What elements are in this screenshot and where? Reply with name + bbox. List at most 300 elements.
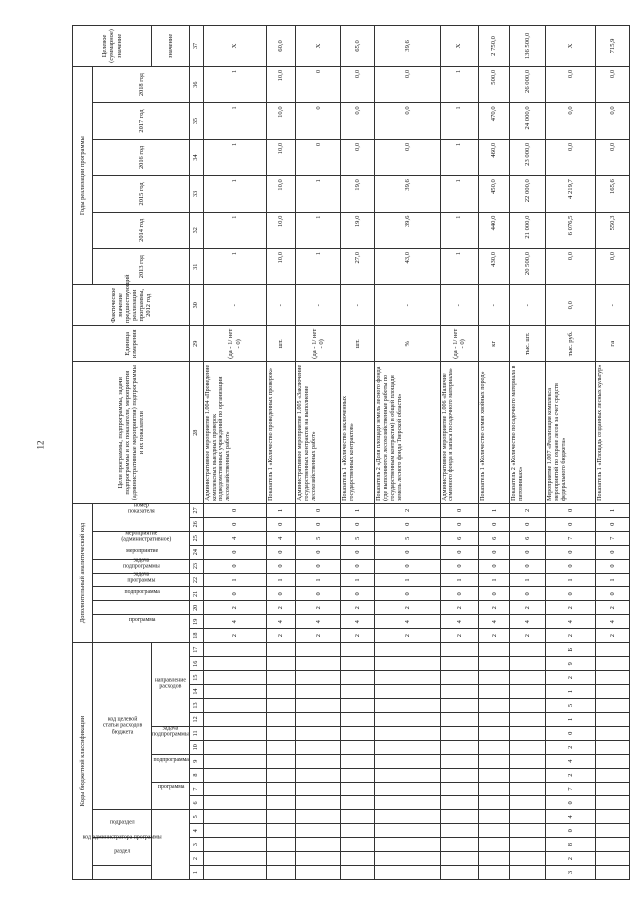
column-number: 2: [190, 852, 204, 866]
budget-code-digit: Б: [546, 643, 596, 657]
budget-code-digit: [596, 768, 630, 782]
row-year-value: 470,0: [478, 103, 510, 139]
row-unit: (да - 1/ нет - 0): [203, 326, 266, 362]
analytic-code-digit: 0: [596, 545, 630, 559]
budget-code-digit: [440, 657, 478, 671]
budget-code-digit: [510, 824, 546, 838]
header-label: направление расходов: [155, 678, 187, 691]
analytic-code-digit: 0: [440, 587, 478, 601]
budget-code-digit: [510, 657, 546, 671]
budget-code-digit: [203, 768, 266, 782]
analytic-code-digit: 1: [478, 503, 510, 517]
budget-code-digit: [296, 740, 341, 754]
row-fact-2012: -: [596, 285, 630, 326]
budget-code-digit: [478, 699, 510, 713]
row-year-value: 19,0: [341, 176, 375, 212]
header-label: мероприятие: [125, 547, 158, 554]
budget-code-digit: [510, 699, 546, 713]
row-year-value: 22 000,0: [510, 176, 546, 212]
budget-code-digit: [341, 866, 375, 880]
analytic-code-digit: 1: [440, 573, 478, 587]
row-year-value: 1: [203, 176, 266, 212]
budget-code-digit: [266, 810, 295, 824]
budget-code-digit: [296, 754, 341, 768]
analytic-code-digit: 0: [510, 545, 546, 559]
column-number: 22: [190, 573, 204, 587]
row-year-value: 21 000,0: [510, 212, 546, 248]
analytic-code-digit: 2: [266, 629, 295, 643]
row-year-value: 10,0: [266, 103, 295, 139]
row-fact-2012: -: [510, 285, 546, 326]
row-description: Показатель 1 «Количество семян хвойных пород»: [478, 362, 510, 503]
analytic-code-digit: 2: [440, 601, 478, 615]
header-label: подпрограмма: [124, 589, 160, 596]
table-row: [203, 26, 266, 880]
analytic-code-digit: 0: [596, 559, 630, 573]
budget-code-digit: [375, 866, 440, 880]
analytic-code-digit: 0: [546, 503, 596, 517]
analytic-code-digit: 0: [203, 517, 266, 531]
fact-column-header: Фактическое значение предшествующий реализации программы, 2012 год: [73, 285, 190, 326]
budget-code-digit: [440, 726, 478, 740]
header-label: подраздел: [110, 819, 136, 826]
row-target-value: X: [203, 26, 266, 67]
row-year-value: 0,0: [546, 248, 596, 284]
budget-code-digit: [596, 643, 630, 657]
analytic-code-digit: 2: [203, 601, 266, 615]
analytic-code-digit: 2: [510, 503, 546, 517]
budget-code-digit: [440, 712, 478, 726]
analytic-code-digit: 0: [510, 559, 546, 573]
budget-code-digit: [375, 852, 440, 866]
row-year-value: 440,0: [478, 212, 510, 248]
budget-code-digit: 2: [546, 671, 596, 685]
analytic-code-digit: 0: [546, 545, 596, 559]
analytic-code-digit: 4: [203, 615, 266, 629]
row-year-value: 1: [440, 103, 478, 139]
row-fact-2012: -: [266, 285, 295, 326]
column-number: 33: [190, 176, 204, 212]
row-target-value: X: [546, 26, 596, 67]
budget-code-digit: [341, 852, 375, 866]
budget-code-digit: [510, 866, 546, 880]
analytic-code-digit: 0: [296, 587, 341, 601]
budget-code-digit: 4: [546, 754, 596, 768]
budget-code-digit: [440, 699, 478, 713]
budget-code-digit: [203, 852, 266, 866]
budget-code-digit: [296, 726, 341, 740]
row-unit: (да - 1/ нет - 0): [296, 326, 341, 362]
row-year-value: 26 000,0: [510, 66, 546, 102]
analytic-code-digit: 0: [546, 517, 596, 531]
analytic-code-digit: 0: [596, 587, 630, 601]
column-number: 24: [190, 545, 204, 559]
header-row: [73, 26, 93, 880]
budget-code-digit: [375, 796, 440, 810]
page-number: 12: [35, 440, 46, 450]
analytic-code-digit: 2: [546, 629, 596, 643]
column-number: 12: [190, 712, 204, 726]
budget-code-digit: [478, 838, 510, 852]
budget-code-digit: [375, 824, 440, 838]
budget-code-digit: [266, 740, 295, 754]
budget-code-digit: [375, 768, 440, 782]
row-year-value: 23 000,0: [510, 139, 546, 175]
analytic-code-digit: 2: [596, 629, 630, 643]
budget-code-digit: [375, 712, 440, 726]
budget-code-digit: [440, 824, 478, 838]
row-unit: тыс. шт.: [510, 326, 546, 362]
budget-subheader-expense_direction: [151, 643, 189, 727]
analytic-code-digit: 1: [596, 573, 630, 587]
row-description: Мероприятие 1.007 «Реализация комплекса мероприятий по охране лесов за счет средств федерального бюджета»: [546, 362, 596, 503]
table-row: [296, 26, 341, 880]
budget-code-digit: [296, 712, 341, 726]
budget-code-digit: [596, 838, 630, 852]
row-year-value: 0,0: [375, 103, 440, 139]
row-year-value: 24 000,0: [510, 103, 546, 139]
budget-code-digit: [510, 852, 546, 866]
analytic-code-digit: 0: [296, 517, 341, 531]
budget-code-digit: [440, 643, 478, 657]
row-target-value: 136 500,0: [510, 26, 546, 67]
budget-code-digit: 2: [546, 768, 596, 782]
budget-code-digit: [440, 782, 478, 796]
budget-code-digit: [266, 699, 295, 713]
budget-code-digit: [203, 671, 266, 685]
budget-code-digit: [478, 754, 510, 768]
budget-code-digit: [203, 685, 266, 699]
analytic-code-digit: 2: [203, 629, 266, 643]
budget-code-digit: [266, 643, 295, 657]
budget-code-digit: [440, 685, 478, 699]
analytic-code-digit: 0: [296, 545, 341, 559]
analytic-code-digit: 1: [375, 573, 440, 587]
row-year-value: 10,0: [266, 248, 295, 284]
unit-column-header: Единица измерения: [73, 326, 190, 362]
budget-code-digit: [510, 671, 546, 685]
row-description: Показатель 1 «Площадь созданных лесных культур»: [596, 362, 630, 503]
analytic-header-an_administrative: [93, 531, 190, 559]
budget-code-digit: 0: [546, 726, 596, 740]
budget-code-digit: [375, 838, 440, 852]
table-row: [266, 26, 295, 880]
budget-code-digit: [596, 754, 630, 768]
row-year-value: 10,0: [266, 212, 295, 248]
budget-code-digit: [266, 685, 295, 699]
budget-code-digit: [510, 643, 546, 657]
budget-code-digit: [341, 685, 375, 699]
row-year-value: 0,0: [375, 66, 440, 102]
table-row: [546, 26, 596, 880]
column-number: 17: [190, 643, 204, 657]
row-target-value: 65,0: [341, 26, 375, 67]
analytic-code-digit: 4: [266, 531, 295, 545]
budget-code-digit: [510, 782, 546, 796]
analytic-code-digit: 4: [510, 615, 546, 629]
row-unit: шт.: [341, 326, 375, 362]
year-header: 2016 год: [93, 139, 190, 175]
row-year-value: 0,0: [375, 139, 440, 175]
budget-code-digit: 1: [546, 685, 596, 699]
budget-code-digit: [375, 699, 440, 713]
column-number: 34: [190, 139, 204, 175]
budget-code-digit: 9: [546, 657, 596, 671]
budget-code-digit: [440, 754, 478, 768]
row-year-value: 0,0: [596, 248, 630, 284]
budget-code-digit: [203, 838, 266, 852]
analytic-code-digit: 0: [296, 503, 341, 517]
analytic-code-digit: 0: [440, 559, 478, 573]
row-year-value: 1: [440, 176, 478, 212]
budget-code-digit: [440, 810, 478, 824]
budget-code-digit: [266, 754, 295, 768]
budget-code-digit: [203, 643, 266, 657]
budget-code-digit: [596, 726, 630, 740]
row-year-value: 1: [440, 212, 478, 248]
budget-code-digit: [203, 657, 266, 671]
column-number: 15: [190, 671, 204, 685]
budget-code-digit: [510, 768, 546, 782]
analytic-code-digit: 4: [596, 615, 630, 629]
budget-code-digit: 1: [546, 712, 596, 726]
budget-code-digit: [478, 671, 510, 685]
budget-code-digit: [203, 810, 266, 824]
row-year-value: 1: [203, 66, 266, 102]
row-year-value: 27,0: [341, 248, 375, 284]
budget-code-digit: [266, 712, 295, 726]
row-target-value: 60,0: [266, 26, 295, 67]
row-year-value: 1: [296, 248, 341, 284]
table-row: [510, 26, 546, 880]
header-label: задача подпрограммы: [152, 725, 189, 738]
row-fact-2012: -: [375, 285, 440, 326]
budget-code-digit: [341, 796, 375, 810]
budget-code-digit: [596, 824, 630, 838]
analytic-code-digit: 5: [296, 531, 341, 545]
budget-code-digit: 2: [546, 740, 596, 754]
budget-code-digit: [440, 740, 478, 754]
analytic-code-digit: 0: [478, 545, 510, 559]
budget-code-digit: [596, 796, 630, 810]
row-year-value: 0: [296, 103, 341, 139]
row-unit: %: [375, 326, 440, 362]
budget-code-digit: [596, 699, 630, 713]
budget-code-digit: [341, 712, 375, 726]
column-number-row: [190, 26, 204, 880]
analytic-code-digit: 0: [546, 559, 596, 573]
row-year-value: 430,0: [478, 248, 510, 284]
analytic-code-digit: 2: [375, 503, 440, 517]
budget-code-digit: [510, 685, 546, 699]
budget-code-digit: [510, 754, 546, 768]
analytic-code-digit: 0: [203, 559, 266, 573]
row-unit: тыс. руб.: [546, 326, 596, 362]
budget-code-digit: [478, 866, 510, 880]
budget-code-digit: [478, 712, 510, 726]
budget-code-digit: [296, 810, 341, 824]
row-year-value: 0,0: [596, 103, 630, 139]
analytic-code-digit: 7: [546, 531, 596, 545]
row-description: Показатель 2 «Доля площади земель лесного фонда (где выполняются лесохозяйственные работы по государственным контрактам) в общей площади земель лесного фонда Тверской области»: [375, 362, 440, 503]
budget-code-digit: [375, 810, 440, 824]
column-number: 19: [190, 615, 204, 629]
budget-code-digit: [266, 838, 295, 852]
budget-code-digit: 7: [546, 782, 596, 796]
header-label: подпрограмма: [153, 756, 189, 763]
row-year-value: 1: [440, 66, 478, 102]
budget-code-digit: [203, 796, 266, 810]
analytic-code-digit: 1: [478, 573, 510, 587]
budget-code-digit: [296, 782, 341, 796]
budget-code-digit: [478, 824, 510, 838]
budget-code-digit: [440, 768, 478, 782]
row-year-value: 1: [440, 139, 478, 175]
budget-code-digit: [296, 671, 341, 685]
table-row: [596, 26, 630, 880]
analytic-code-digit: 4: [375, 615, 440, 629]
row-year-value: 500,0: [478, 66, 510, 102]
budget-code-digit: [510, 712, 546, 726]
row-year-value: 1: [203, 103, 266, 139]
row-year-value: 43,0: [375, 248, 440, 284]
analytic-code-digit: 0: [478, 587, 510, 601]
row-description: Административное мероприятие 1.006 «Наличие семенного фонда и запаса посадочного материала»: [440, 362, 478, 503]
budget-code-digit: [341, 838, 375, 852]
row-year-value: 10,0: [266, 66, 295, 102]
row-year-value: 4 219,7: [546, 176, 596, 212]
budget-code-digit: [375, 643, 440, 657]
rotated-table-wrapper: [72, 25, 630, 880]
years-group-header: Годы реализации программы: [73, 66, 93, 285]
year-header: 2015 год: [93, 176, 190, 212]
analytic-code-digit: 2: [296, 601, 341, 615]
analytic-code-digit: 0: [375, 587, 440, 601]
budget-code-digit: [296, 866, 341, 880]
analytic-code-digit: 0: [478, 517, 510, 531]
column-number: 6: [190, 796, 204, 810]
budget-code-digit: [341, 740, 375, 754]
header-label: задача программы: [127, 571, 156, 585]
budget-code-digit: [341, 782, 375, 796]
row-fact-2012: -: [478, 285, 510, 326]
budget-code-digit: 4: [546, 810, 596, 824]
analytic-code-digit: 2: [440, 629, 478, 643]
codes-group-header: Коды бюджетной классификации: [73, 643, 93, 880]
analytic-code-digit: 2: [375, 629, 440, 643]
analytic-code-digit: 0: [440, 503, 478, 517]
analytic-code-digit: 0: [203, 503, 266, 517]
row-year-value: 0,0: [546, 66, 596, 102]
column-number: 36: [190, 66, 204, 102]
analytic-code-digit: 2: [510, 601, 546, 615]
budget-code-digit: [440, 671, 478, 685]
column-number: 32: [190, 212, 204, 248]
header-label: раздел: [114, 848, 131, 855]
budget-code-digit: [510, 726, 546, 740]
budget-header-target_article: [93, 643, 152, 810]
analytic-code-digit: 0: [341, 559, 375, 573]
analytic-code-digit: 4: [478, 615, 510, 629]
budget-code-digit: [341, 768, 375, 782]
column-number: 8: [190, 768, 204, 782]
goal-column-header: Цели программы, подпрограммы, задачи подпрограммы и их показатели, мероприятия (административные мероприятия) подпрограммы и их показатели: [73, 362, 190, 503]
analytic-code-digit: 6: [510, 531, 546, 545]
column-number: 35: [190, 103, 204, 139]
column-number: 27: [190, 503, 204, 517]
budget-code-digit: [203, 699, 266, 713]
budget-code-digit: [341, 657, 375, 671]
budget-code-digit: [478, 768, 510, 782]
row-target-value: X: [440, 26, 478, 67]
row-year-value: 550,3: [596, 212, 630, 248]
row-year-value: 10,0: [266, 139, 295, 175]
budget-code-digit: [596, 685, 630, 699]
analytic-code-digit: 4: [546, 615, 596, 629]
budget-code-digit: 3: [546, 866, 596, 880]
column-number: 1: [190, 866, 204, 880]
analytic-code-digit: 2: [266, 601, 295, 615]
budget-code-digit: [266, 782, 295, 796]
column-number: 5: [190, 810, 204, 824]
budget-code-digit: [596, 852, 630, 866]
budget-header-section: [93, 838, 152, 866]
header-label: задача подпрограммы: [122, 558, 160, 571]
analytic-code-digit: 2: [296, 629, 341, 643]
row-unit: кг: [478, 326, 510, 362]
column-number: 25: [190, 531, 204, 545]
header-label: программа: [157, 784, 185, 791]
row-year-value: 0,0: [341, 139, 375, 175]
column-number: 11: [190, 726, 204, 740]
column-number: 7: [190, 782, 204, 796]
row-description: Показатель 1 «Количество заключенных государственных контрактов»: [341, 362, 375, 503]
budget-code-digit: [203, 740, 266, 754]
row-year-value: 0,0: [596, 139, 630, 175]
analytic-header-an_indicator: [93, 503, 190, 531]
analytic-code-digit: 5: [341, 531, 375, 545]
analytic-code-digit: 2: [546, 601, 596, 615]
budget-code-digit: [341, 699, 375, 713]
analytic-code-digit: 0: [375, 517, 440, 531]
header-label: программа: [128, 616, 156, 623]
budget-code-digit: [375, 754, 440, 768]
analytic-code-digit: 0: [440, 545, 478, 559]
analytic-code-digit: 1: [341, 573, 375, 587]
budget-code-digit: [510, 796, 546, 810]
budget-code-digit: [375, 657, 440, 671]
analytic-code-digit: 0: [546, 587, 596, 601]
table-row: [375, 26, 440, 880]
budget-code-digit: [266, 796, 295, 810]
budget-code-digit: [510, 740, 546, 754]
budget-code-digit: [596, 866, 630, 880]
budget-code-digit: 5: [546, 699, 596, 713]
budget-code-digit: [296, 838, 341, 852]
analytic-code-digit: 6: [478, 531, 510, 545]
budget-subheader-measure: [151, 726, 189, 754]
row-year-value: 0,0: [546, 103, 596, 139]
analytic-code-digit: 1: [510, 573, 546, 587]
row-year-value: 10,0: [266, 176, 295, 212]
column-number: 31: [190, 248, 204, 284]
budget-code-digit: [203, 782, 266, 796]
column-number: 3: [190, 838, 204, 852]
column-number: 10: [190, 740, 204, 754]
column-number: 29: [190, 326, 204, 362]
analytic-code-digit: 0: [375, 559, 440, 573]
budget-code-digit: [296, 699, 341, 713]
